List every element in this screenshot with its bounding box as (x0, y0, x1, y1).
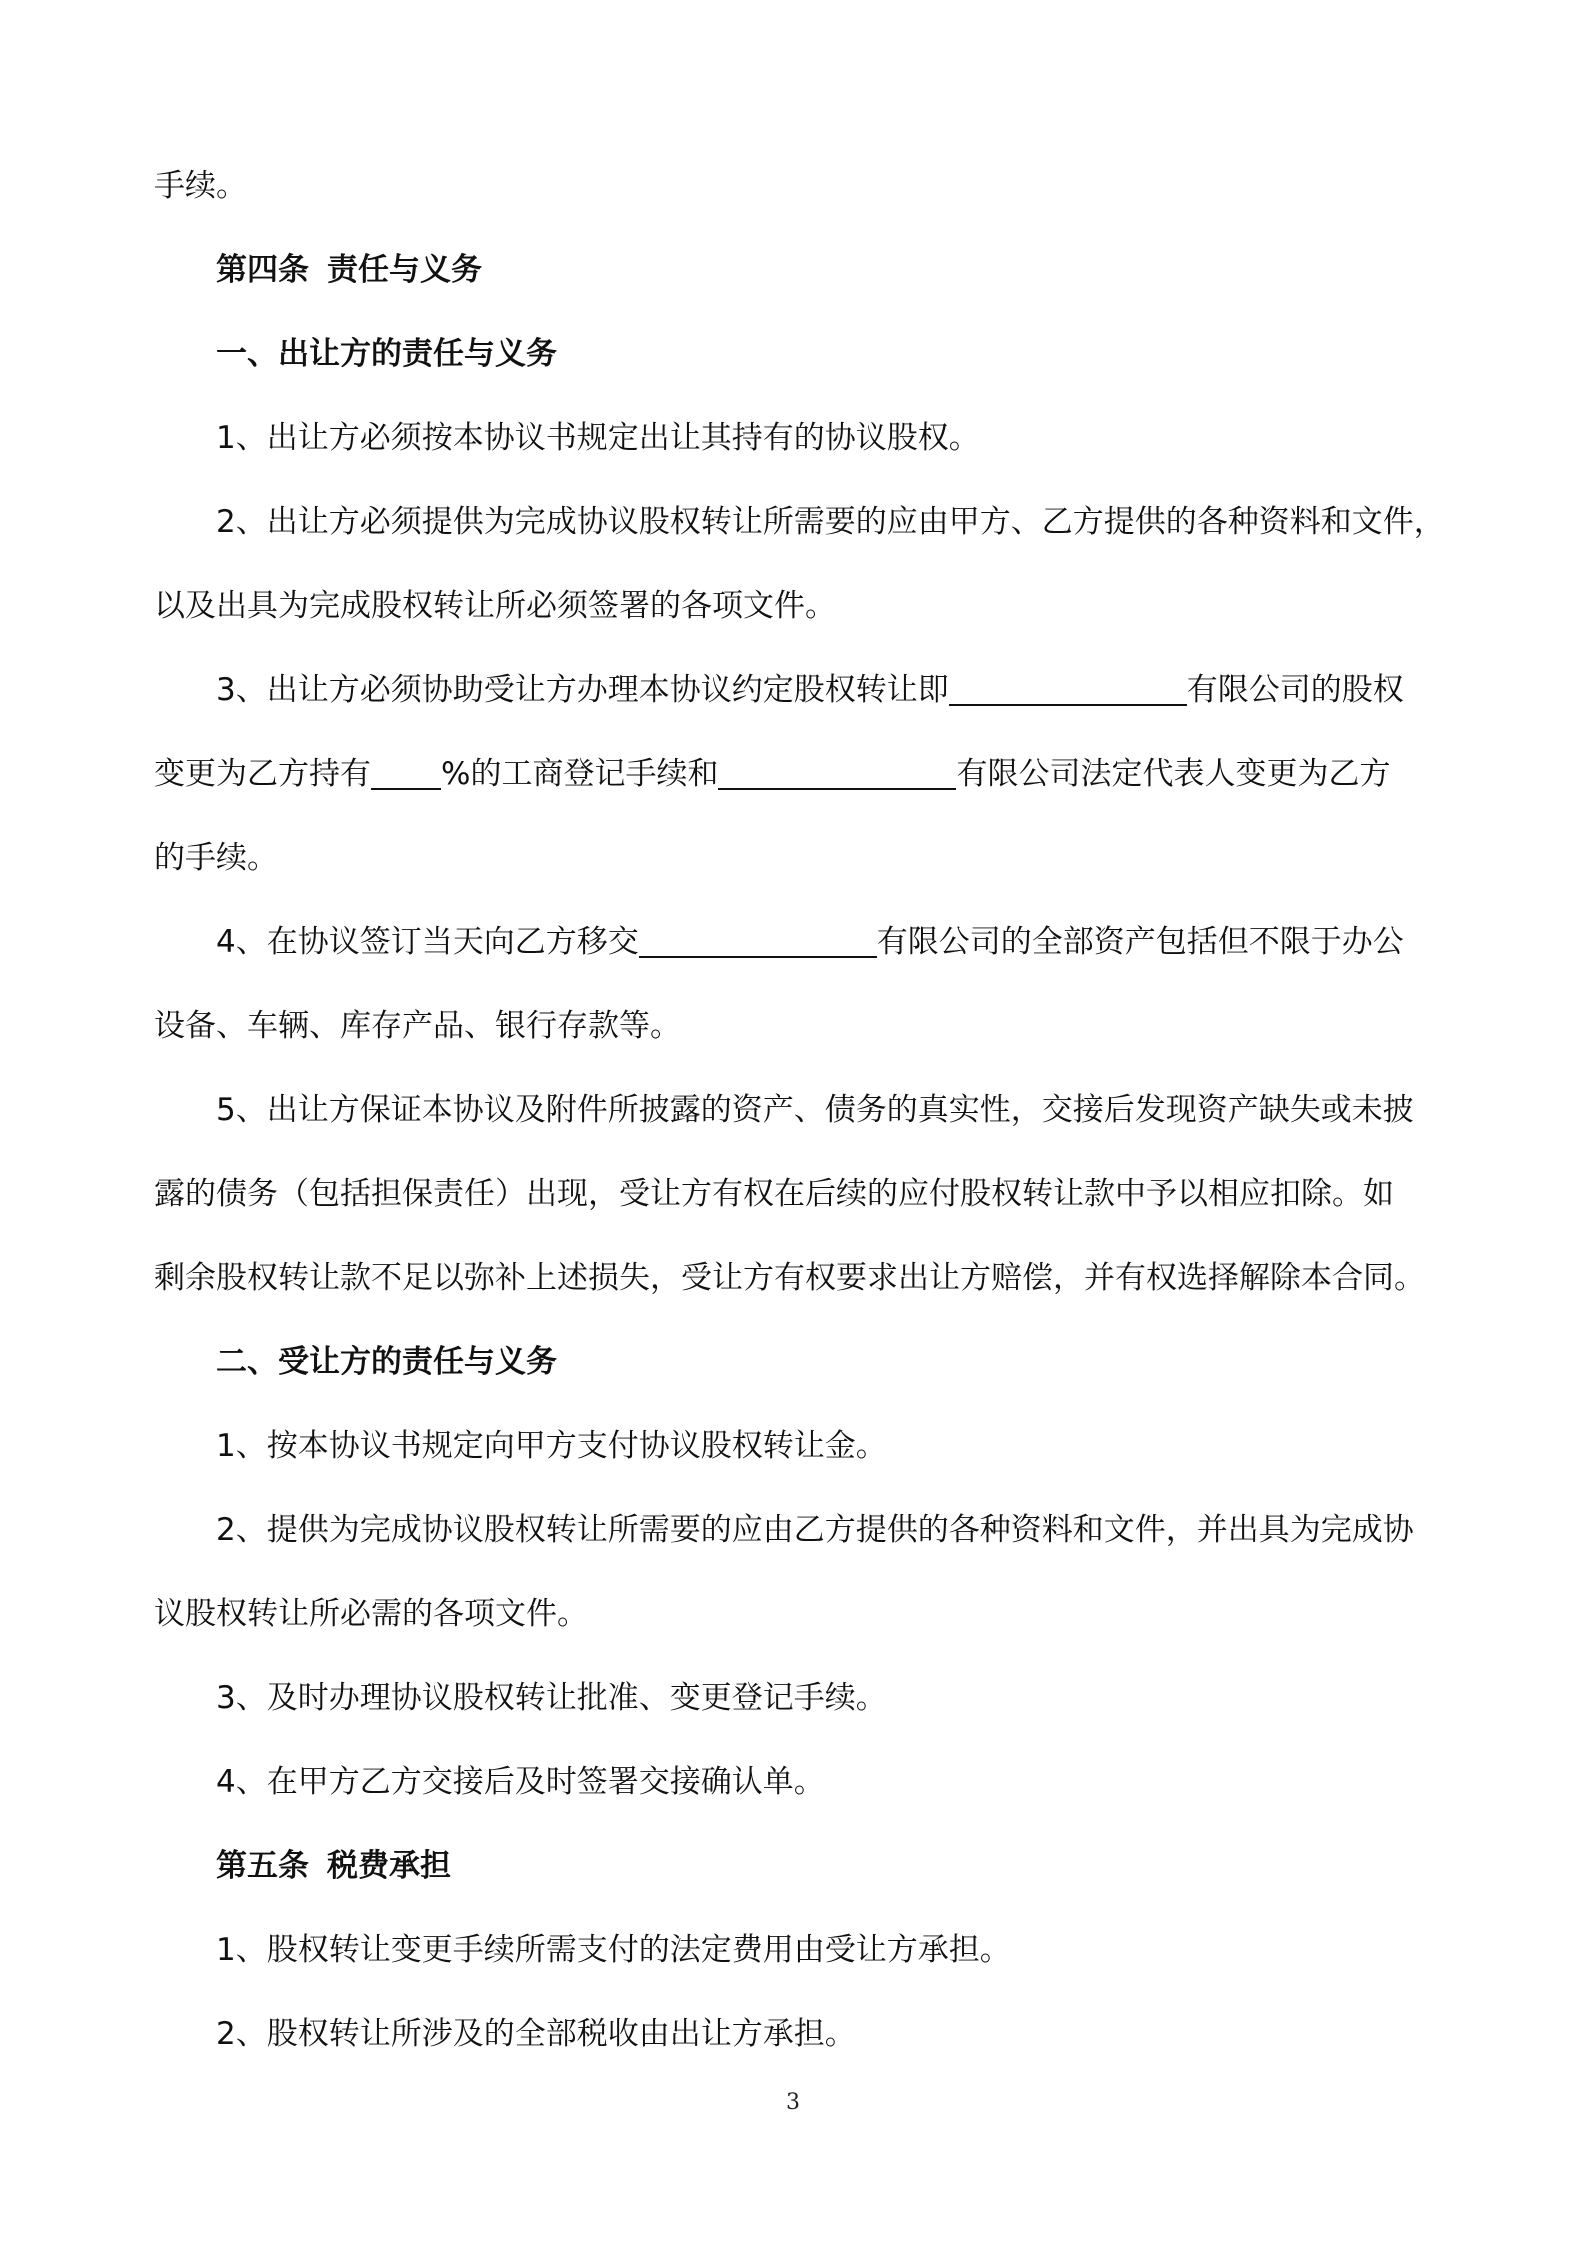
article-5-heading (216, 1846, 1444, 1886)
clause-line: 1、出让方必须按本协议书规定出让其持有的协议股权。 (216, 420, 980, 456)
clause-line: 以及出具为完成股权转让所必须签署的各项文件。 (154, 588, 836, 624)
clause-line: 3、出让方必须协助受让方办理本协议约定股权转让即 有限公司的股权 (216, 672, 1404, 708)
clause-line: 4、在协议签订当天向乙方移交 有限公司的全部资产包括但不限于办公 (216, 924, 1404, 960)
clause-line: 2、提供为完成协议股权转让所需要的应由乙方提供的各种资料和文件，并出具为完成协 (216, 1512, 1414, 1548)
article-number: 第五条 (216, 1848, 309, 1884)
article-title: 税费承担 (327, 1848, 451, 1884)
clause-line: 2、出让方必须提供为完成协议股权转让所需要的应由甲方、乙方提供的各种资料和文件， (216, 504, 1445, 540)
company-name-blank (639, 926, 877, 958)
clause-line: 3、及时办理协议股权转让批准、变更登记手续。 (216, 1680, 887, 1716)
clause-line: 设备、车辆、库存产品、银行存款等。 (154, 1008, 681, 1044)
clause-line: 5、出让方保证本协议及附件所披露的资产、债务的真实性，交接后发现资产缺失或未披 (216, 1092, 1414, 1128)
article-4-heading (216, 250, 1444, 290)
clause-line: 变更为乙方持有 %的工商登记手续和 有限公司法定代表人变更为乙方 (154, 756, 1391, 792)
clause-line: 的手续。 (154, 840, 278, 876)
percentage-blank (371, 758, 441, 790)
clause-line: 露的债务（包括担保责任）出现，受让方有权在后续的应付股权转让款中予以相应扣除。如 (154, 1176, 1394, 1212)
section-heading-transferor: 一、出让方的责任与义务 (216, 336, 557, 372)
text-line: 手续。 (154, 168, 247, 204)
clause-line: 1、股权转让变更手续所需支付的法定费用由受让方承担。 (216, 1932, 1011, 1968)
article-title: 责任与义务 (327, 252, 482, 288)
article-number: 第四条 (216, 252, 309, 288)
section-heading-transferee: 二、受让方的责任与义务 (216, 1344, 557, 1380)
company-name-blank (949, 674, 1187, 706)
company-name-blank (718, 758, 956, 790)
clause-line: 剩余股权转让款不足以弥补上述损失，受让方有权要求出让方赔偿，并有权选择解除本合同。 (154, 1260, 1425, 1296)
clause-line: 2、股权转让所涉及的全部税收由出让方承担。 (216, 2016, 856, 2052)
clause-line: 1、按本协议书规定向甲方支付协议股权转让金。 (216, 1428, 887, 1464)
page-number: 3 (786, 2090, 800, 2115)
clause-line: 议股权转让所必需的各项文件。 (154, 1596, 588, 1632)
clause-line: 4、在甲方乙方交接后及时签署交接确认单。 (216, 1764, 825, 1800)
